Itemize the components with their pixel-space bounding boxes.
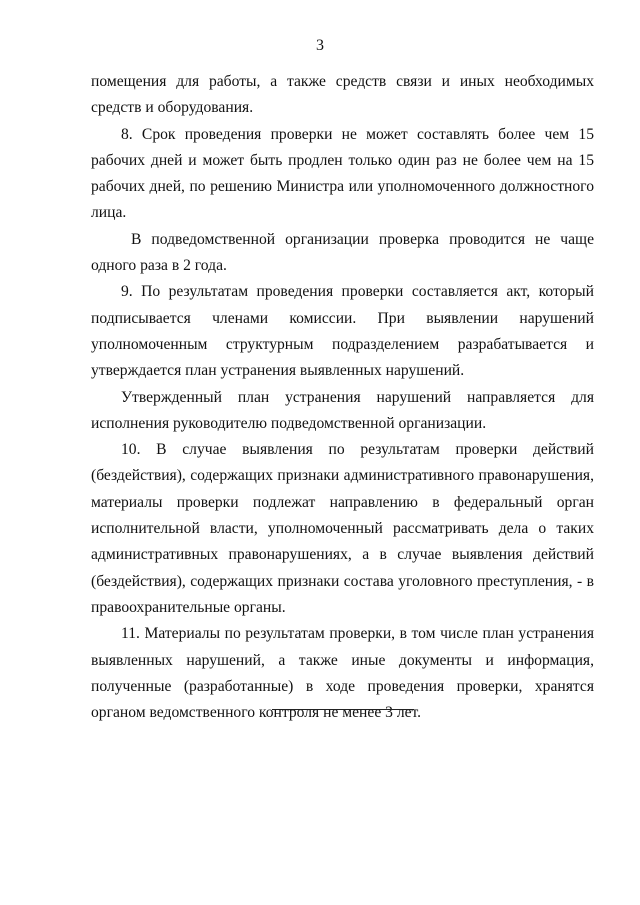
paragraph-continuation: помещения для работы, а также средств связи и иных необходимых средств и оборудования. (91, 73, 594, 117)
paragraph-item-8: 8. Срок проведения проверки не может составлять более чем 15 рабочих дней и может быть продлен только один раз не более чем на 15 рабочих дней, по решению Министра или уполномоченного должностного лица. (91, 125, 594, 222)
paragraph-approved-plan: Утвержденный план устранения нарушений направляется для исполнения руководителю подведомственной организации. (91, 388, 594, 432)
paragraph-item-10: 10. В случае выявления по результатам проверки действий (бездействия), содержащих признаки административного правонарушения, материалы проверки подлежат направлению в федеральный орган исполнительной власти, уполномоченный рассматривать дела о таких административных правонарушениях, а в случае выявления действий (бездействия), содержащих признаки состава уголовного преступления, - в правоохранительные органы. (91, 441, 594, 616)
paragraph-inspection-frequency: В подведомственной организации проверка проводится не чаще одного раза в 2 года. (91, 230, 594, 275)
end-separator-line (272, 709, 414, 710)
paragraph-item-9: 9. По результатам проведения проверки составляется акт, который подписывается членами комиссии. При выявлении нарушений уполномоченным структурным подразделением разрабатывается и утверждается план устранения выявленных нарушений. (91, 283, 594, 380)
document-body (91, 69, 594, 726)
paragraph-item-11: 11. Материалы по результатам проверки, в том числе план устранения выявленных нарушений, а также иные документы и информация, полученные (разработанные) в ходе проведения проверки, хранятся органом ведомственного контроля не менее 3 лет. (91, 625, 594, 722)
page-number: 3 (316, 37, 324, 54)
